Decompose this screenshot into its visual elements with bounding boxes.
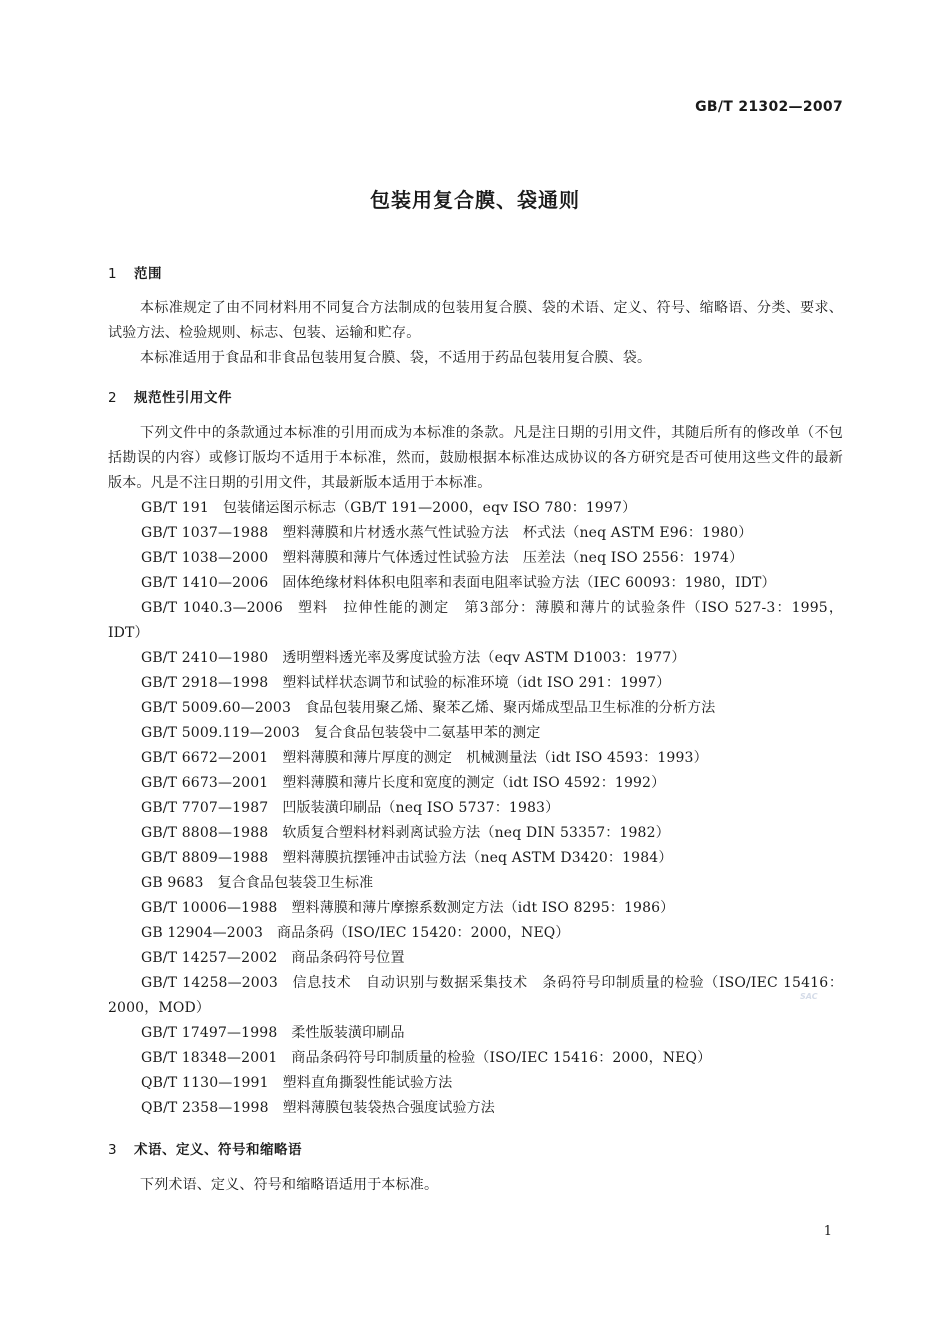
reference-title: 塑料直角撕裂性能试验方法 <box>282 1075 453 1091</box>
reference-code: GB/T 14258—2003 <box>141 975 278 991</box>
section-number: 2 <box>108 390 118 406</box>
document-title: 包装用复合膜、袋通则 <box>370 188 580 212</box>
reference-title: 塑料薄膜包装袋热合强度试验方法 <box>282 1100 495 1116</box>
reference-title: 透明塑料透光率及雾度试验方法（eqv ASTM D1003：1977） <box>282 650 686 666</box>
section-title: 术语、定义、符号和缩略语 <box>134 1142 302 1158</box>
reference-code: QB/T 1130—1991 <box>141 1075 269 1091</box>
reference-item <box>108 746 843 771</box>
reference-title: 复合食品包装袋卫生标准 <box>217 875 374 891</box>
reference-item <box>108 596 843 646</box>
reference-code: GB/T 17497—1998 <box>141 1025 278 1041</box>
reference-code: GB/T 6673—2001 <box>141 775 269 791</box>
reference-item <box>108 571 843 596</box>
reference-title: 塑料 拉伸性能的测定 第3部分：薄膜和薄片的试验条件（ISO 527-3：1995，IDT） <box>108 600 843 641</box>
section-2-paragraph-1: 下列文件中的条款通过本标准的引用而成为本标准的条款。凡是注日期的引用文件，其随后所有的修改单（不包括勘误的内容）或修订版均不适用于本标准，然而，鼓励根据本标准达成协议的各方研究是否可使用这些文件的最新版本。凡是不注日期的引用文件，其最新版本适用于本标准。 <box>108 425 843 491</box>
reference-item <box>108 921 843 946</box>
reference-title: 信息技术 自动识别与数据采集技术 条码符号印制质量的检验（ISO/IEC 15416：2000，MOD） <box>108 975 843 1016</box>
reference-item <box>108 1096 843 1121</box>
reference-item <box>108 821 843 846</box>
section-1-paragraph-2: 本标准适用于食品和非食品包装用复合膜、袋，不适用于药品包装用复合膜、袋。 <box>140 350 652 366</box>
reference-code: GB/T 8808—1988 <box>141 825 269 841</box>
reference-code: GB/T 7707—1987 <box>141 800 269 816</box>
section-number: 1 <box>108 266 118 282</box>
reference-title: 商品条码符号位置 <box>291 950 405 966</box>
section-1-heading <box>108 262 162 282</box>
reference-title: 塑料试样状态调节和试验的标准环境（idt ISO 291：1997） <box>282 675 671 691</box>
reference-code: GB/T 14257—2002 <box>141 950 278 966</box>
reference-code: GB/T 1410—2006 <box>141 575 269 591</box>
reference-title: 塑料薄膜抗摆锤冲击试验方法（neq ASTM D3420：1984） <box>282 850 673 866</box>
reference-title: 塑料薄膜和薄片摩擦系数测定方法（idt ISO 8295：1986） <box>291 900 675 916</box>
reference-item <box>108 1046 843 1071</box>
section-2-heading <box>108 386 232 406</box>
section-1-paragraph-1: 本标准规定了由不同材料用不同复合方法制成的包装用复合膜、袋的术语、定义、符号、缩略语、分类、要求、试验方法、检验规则、标志、包装、运输和贮存。 <box>108 300 843 341</box>
reference-title: 凹版装潢印刷品（neq ISO 5737：1983） <box>282 800 560 816</box>
reference-title: 固体绝缘材料体积电阻率和表面电阻率试验方法（IEC 60093：1980，IDT） <box>282 575 776 591</box>
reference-code: GB/T 5009.119—2003 <box>141 725 301 741</box>
reference-title: 软质复合塑料材料剥离试验方法（neq DIN 53357：1982） <box>282 825 670 841</box>
reference-item <box>108 971 843 1021</box>
reference-item <box>108 896 843 921</box>
reference-item <box>108 871 843 896</box>
reference-title: 塑料薄膜和薄片长度和宽度的测定（idt ISO 4592：1992） <box>282 775 666 791</box>
reference-title: 柔性版装潢印刷品 <box>291 1025 405 1041</box>
normative-reference-list <box>108 496 843 1121</box>
reference-item <box>108 1021 843 1046</box>
reference-item <box>108 696 843 721</box>
standard-code: GB/T 21302—2007 <box>695 99 843 115</box>
reference-item <box>108 671 843 696</box>
reference-code: GB/T 10006—1988 <box>141 900 278 916</box>
reference-code: GB/T 2918—1998 <box>141 675 269 691</box>
reference-title: 商品条码符号印制质量的检验（ISO/IEC 15416：2000，NEQ） <box>291 1050 712 1066</box>
reference-item <box>108 496 843 521</box>
reference-item <box>108 846 843 871</box>
reference-code: GB/T 8809—1988 <box>141 850 269 866</box>
reference-code: GB/T 1038—2000 <box>141 550 269 566</box>
reference-title: 塑料薄膜和片材透水蒸气性试验方法 杯式法（neq ASTM E96：1980） <box>282 525 753 541</box>
section-3-paragraph-1: 下列术语、定义、符号和缩略语适用于本标准。 <box>140 1177 439 1193</box>
reference-item <box>108 771 843 796</box>
reference-item <box>108 796 843 821</box>
reference-title: 商品条码（ISO/IEC 15420：2000，NEQ） <box>277 925 570 941</box>
reference-code: GB/T 5009.60—2003 <box>141 700 292 716</box>
reference-code: GB/T 18348—2001 <box>141 1050 278 1066</box>
section-title: 范围 <box>134 266 162 282</box>
reference-code: GB 12904—2003 <box>141 925 264 941</box>
reference-title: 包装储运图示标志（GB/T 191—2000，eqv ISO 780：1997） <box>222 500 637 516</box>
section-title: 规范性引用文件 <box>134 390 232 406</box>
section-3-heading <box>108 1138 302 1158</box>
reference-code: GB/T 2410—1980 <box>141 650 269 666</box>
reference-title: 复合食品包装袋中二氨基甲苯的测定 <box>314 725 541 741</box>
reference-item <box>108 946 843 971</box>
reference-item <box>108 646 843 671</box>
reference-code: GB/T 191 <box>141 500 209 516</box>
reference-code: GB/T 6672—2001 <box>141 750 269 766</box>
reference-item <box>108 546 843 571</box>
section-number: 3 <box>108 1142 118 1158</box>
reference-title: 塑料薄膜和薄片厚度的测定 机械测量法（idt ISO 4593：1993） <box>282 750 708 766</box>
reference-item <box>108 721 843 746</box>
reference-title: 塑料薄膜和薄片气体透过性试验方法 压差法（neq ISO 2556：1974） <box>282 550 744 566</box>
reference-item <box>108 521 843 546</box>
reference-code: GB 9683 <box>141 875 204 891</box>
reference-title: 食品包装用聚乙烯、聚苯乙烯、聚丙烯成型品卫生标准的分析方法 <box>305 700 716 716</box>
reference-code: GB/T 1040.3—2006 <box>141 600 283 616</box>
page-number: 1 <box>823 1224 832 1239</box>
sac-watermark: SAC <box>800 992 818 1001</box>
reference-code: QB/T 2358—1998 <box>141 1100 269 1116</box>
reference-item <box>108 1071 843 1096</box>
reference-code: GB/T 1037—1988 <box>141 525 269 541</box>
